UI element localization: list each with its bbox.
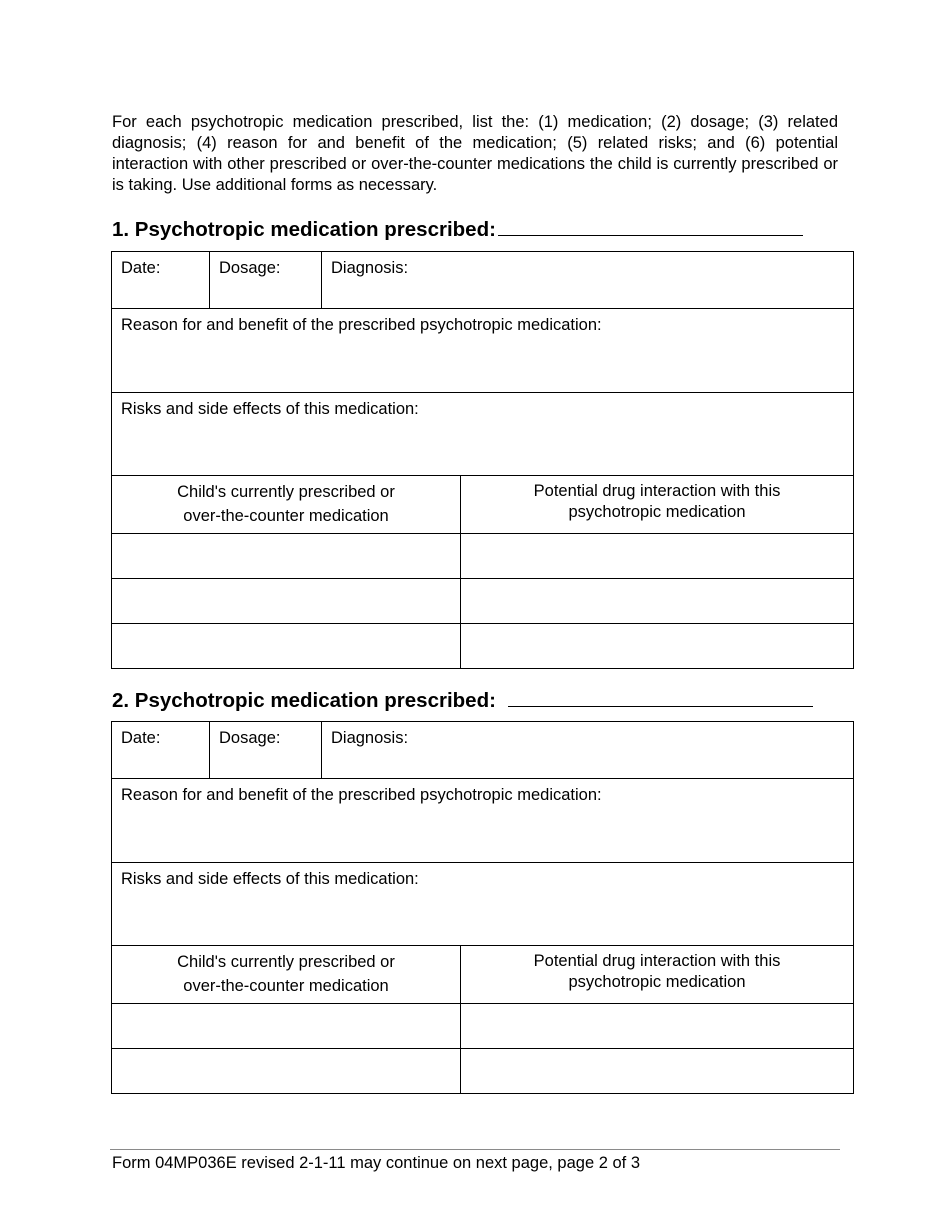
- footer-text: Form 04MP036E revised 2-1-11 may continue on next page, page 2 of 3: [112, 1154, 641, 1172]
- section-2-interaction-header: [461, 946, 854, 1004]
- section-1-reason-cell[interactable]: [112, 309, 854, 393]
- section-1-interaction-entry[interactable]: [461, 579, 854, 624]
- section-1-heading: [112, 215, 803, 242]
- section-1-interaction-entry[interactable]: [461, 534, 854, 579]
- section-1-reason-label: Reason for and benefit of the prescribed psychotropic medication:: [121, 316, 602, 334]
- section-2-current-med-entry[interactable]: [112, 1004, 461, 1049]
- section-1-current-med-header-line1: Child's currently prescribed or: [177, 483, 395, 501]
- section-1-table: [111, 251, 854, 669]
- section-2-dosage-cell[interactable]: [210, 722, 322, 779]
- section-2-interaction-header-line2: psychotropic medication: [568, 973, 746, 991]
- section-1-current-med-header-line2: over-the-counter medication: [183, 507, 389, 525]
- section-2-interaction-entry[interactable]: [461, 1004, 854, 1049]
- instructions-paragraph: For each psychotropic medication prescribed, list the: (1) medication; (2) dosage; (3) related diagnosis; (4) reason for and benefit of the medication; (5) related risks; and (6) potential interaction with other prescribed or over-the-counter medications the child is currently prescribed or is taking. Use additional forms as necessary.: [112, 113, 838, 194]
- section-2-risks-label: Risks and side effects of this medication:: [121, 870, 419, 888]
- section-1-dosage-label: Dosage:: [219, 259, 281, 277]
- section-2-current-med-header: [112, 946, 461, 1004]
- section-2-date-label: Date:: [121, 729, 161, 747]
- section-2-current-med-header-line1: Child's currently prescribed or: [177, 953, 395, 971]
- section-1-dosage-cell[interactable]: [210, 252, 322, 309]
- section-2-diagnosis-cell[interactable]: [322, 722, 854, 779]
- section-1-diagnosis-label: Diagnosis:: [331, 259, 409, 277]
- section-1-current-med-entry[interactable]: [112, 534, 461, 579]
- section-1-risks-cell[interactable]: [112, 393, 854, 476]
- section-2-table: [111, 721, 854, 1094]
- section-2-reason-label: Reason for and benefit of the prescribed psychotropic medication:: [121, 786, 602, 804]
- footer-divider: [110, 1149, 840, 1150]
- section-2-interaction-entry[interactable]: [461, 1049, 854, 1094]
- section-1-current-med-header: [112, 476, 461, 534]
- section-1-date-label: Date:: [121, 259, 161, 277]
- section-2-current-med-entry[interactable]: [112, 1049, 461, 1094]
- section-1-interaction-header-line1: Potential drug interaction with this: [533, 482, 781, 500]
- section-1-current-med-entry[interactable]: [112, 624, 461, 669]
- section-1-diagnosis-cell[interactable]: [322, 252, 854, 309]
- section-2-date-cell[interactable]: [112, 722, 210, 779]
- section-1-medication-blank[interactable]: [498, 215, 803, 236]
- section-2-reason-cell[interactable]: [112, 779, 854, 863]
- section-1-date-cell[interactable]: [112, 252, 210, 309]
- section-2-dosage-label: Dosage:: [219, 729, 281, 747]
- section-1-heading-text: 1. Psychotropic medication prescribed:: [112, 218, 496, 241]
- section-2-interaction-header-line1: Potential drug interaction with this: [533, 952, 781, 970]
- section-2-diagnosis-label: Diagnosis:: [331, 729, 409, 747]
- section-2-heading-text: 2. Psychotropic medication prescribed:: [112, 689, 496, 712]
- section-1-current-med-entry[interactable]: [112, 579, 461, 624]
- section-1-interaction-header: [461, 476, 854, 534]
- section-1-risks-label: Risks and side effects of this medication:: [121, 400, 419, 418]
- section-2-risks-cell[interactable]: [112, 863, 854, 946]
- section-2-heading: [112, 686, 813, 713]
- section-2-medication-blank[interactable]: [508, 686, 813, 707]
- section-1-interaction-header-line2: psychotropic medication: [568, 503, 746, 521]
- section-1-interaction-entry[interactable]: [461, 624, 854, 669]
- section-2-current-med-header-line2: over-the-counter medication: [183, 977, 389, 995]
